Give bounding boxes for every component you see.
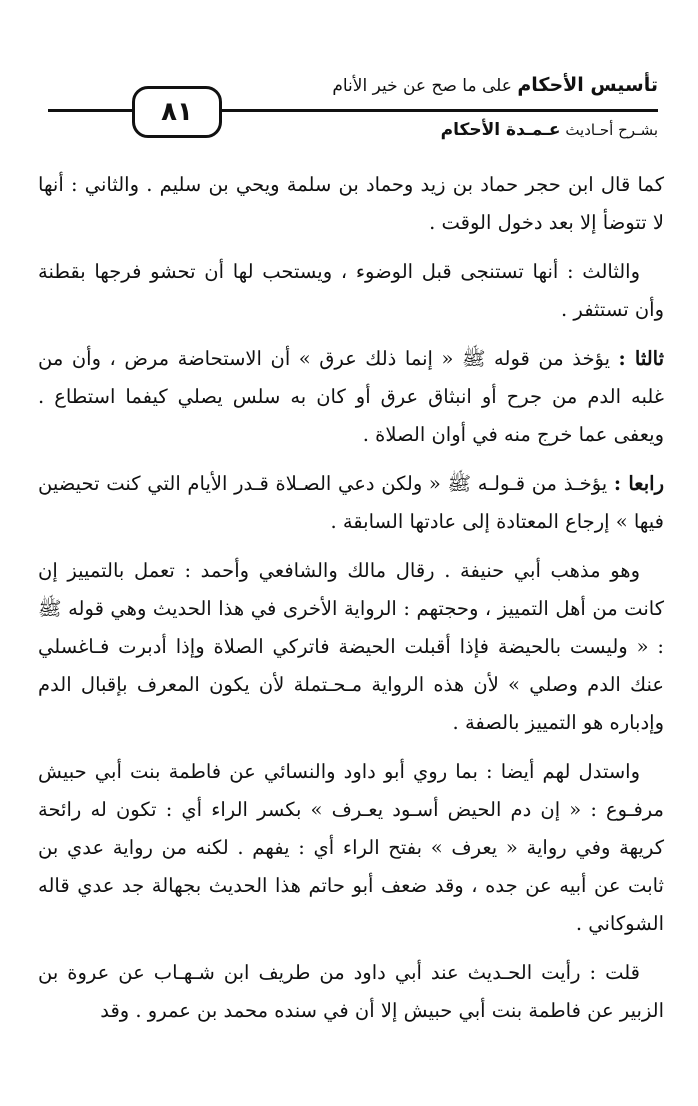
series-title	[441, 120, 658, 140]
paragraph-text: كما قال ابن حجر حماد بن زيد وحماد بن سلمة ويحي بن سليم . والثاني : أنها لا تتوضأ إلا بعد دخول الوقت .	[38, 173, 664, 234]
book-title-bold: تأسيس الأحكام	[517, 74, 658, 96]
paragraph-text: والثالث : أنها تستنجى قبل الوضوء ، ويستحب لها أن تحشو فرجها بقطنة وأن تستثفر .	[38, 260, 664, 321]
paragraph-7	[38, 954, 664, 1030]
paragraph-text: واستدل لهم أيضا : بما روي أبو داود والنسائي عن فاطمة بنت أبي حبيش مرفـوع : « إن دم الحيض أسـود يعـرف » بكسر الراء أي : تكون له رائحة كريهة وفي رواية « يعرف » بفتح الراء أي : يفهم . لكنه من رواية عدي بن ثابت عن أبيه عن جده ، وقد ضعف أبو حاتم هذا الحديث بجهالة جد عدي قاله الشوكاني .	[38, 760, 664, 935]
paragraph-text: قلت : رأيت الحـديث عند أبي داود من طريف ابن شـهـاب عن عروة بن الزبير عن فاطمة بنت أبي حبيش إلا أن في سنده محمد بن عمرو . وقد	[38, 961, 664, 1022]
paragraph-text: يؤخذ من قوله ﷺ « إنما ذلك عرق » أن الاستحاضة مرض ، وأن من غلبه الدم من جرح أو انبثاق عرق أو كان به سلس يصلي كيفما استطاع . ويعفى عما خرج منه في أوان الصلاة .	[38, 347, 664, 446]
paragraph-1	[38, 166, 664, 242]
paragraph-6	[38, 753, 664, 943]
paragraph-5	[38, 552, 664, 742]
paragraph-3	[38, 340, 664, 454]
page-number-badge	[132, 86, 222, 138]
series-prefix: بشـرح أحـاديث	[565, 121, 658, 139]
paragraph-2	[38, 253, 664, 329]
series-bold: عـمـدة الأحكام	[440, 120, 561, 140]
page-number: ٨١	[161, 97, 193, 127]
paragraph-4	[38, 465, 664, 541]
book-title-rest: على ما صح عن خير الأنام	[332, 76, 512, 96]
paragraph-text: يؤخـذ من قـولـه ﷺ « ولكن دعي الصـلاة قـدر الأيام التي كنت تحيضين فيها » إرجاع المعتادة إلى عادتها السابقة .	[38, 472, 664, 533]
page-body	[38, 166, 664, 1041]
book-title	[332, 74, 658, 96]
paragraph-text: وهو مذهب أبي حنيفة . رقال مالك والشافعي وأحمد : تعمل بالتمييز إن كانت من أهل التمييز ، وحجتهم : الرواية الأخرى في هذا الحديث وهي قوله ﷺ : « وليست بالحيضة فإذا أقبلت الحيضة فاتركي الصلاة وإذا أدبرت فـاغسلي عنك الدم وصلي » لأن هذه الرواية مـحـتملة لأن يكون المعرف بإقبال الدم وإدباره هو التمييز بالصفة .	[38, 559, 664, 734]
running-header	[40, 70, 658, 140]
paragraph-lead: ثالثا :	[618, 347, 665, 370]
paragraph-lead: رابعا :	[613, 472, 664, 495]
